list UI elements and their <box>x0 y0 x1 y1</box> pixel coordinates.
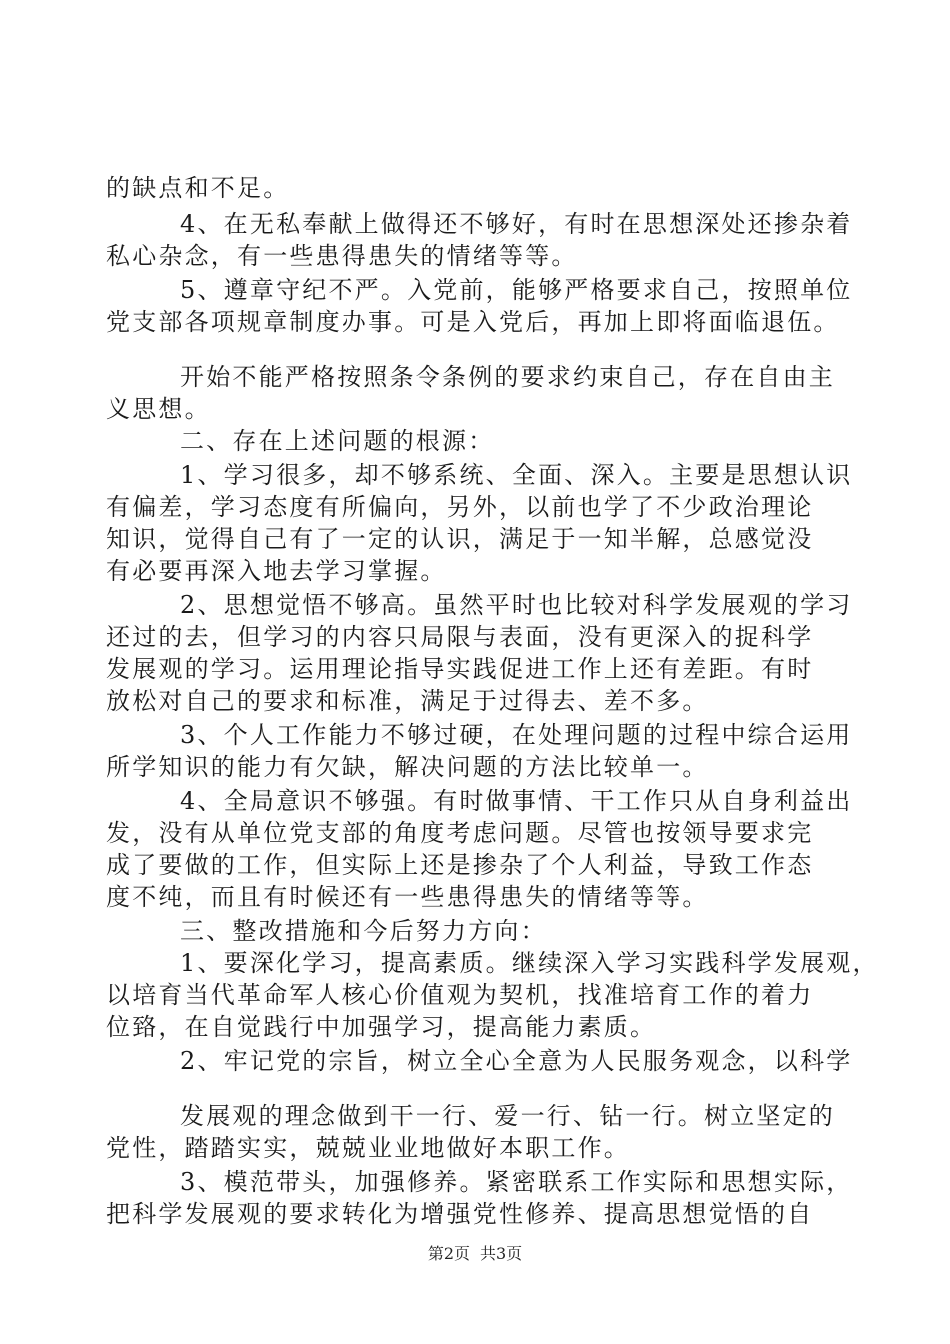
text-line: 成了要做的工作，但实际上还是掺杂了个人利益，导致工作态 <box>106 851 814 879</box>
text-line: 4、全局意识不够强。有时做事情、干工作只从自身利益出 <box>180 787 853 815</box>
text-line: 有必要再深入地去学习掌握。 <box>106 557 447 585</box>
text-line: 还过的去，但学习的内容只局限与表面，没有更深入的捉科学 <box>106 623 814 651</box>
text-line: 私心杂念，有一些患得患失的情绪等等。 <box>106 242 578 270</box>
text-line: 发展观的理念做到干一行、爱一行、钻一行。树立坚定的 <box>180 1102 835 1130</box>
text-line: 发展观的学习。运用理论指导实践促进工作上还有差距。有时 <box>106 655 814 683</box>
text-line: 1、要深化学习，提高素质。继续深入学习实践科学发展观， <box>180 949 879 977</box>
text-line: 度不纯，而且有时候还有一些患得患失的情绪等等。 <box>106 883 709 911</box>
text-line: 二、存在上述问题的根源： <box>180 427 495 455</box>
text-line: 党性，踏踏实实，兢兢业业地做好本职工作。 <box>106 1134 630 1162</box>
page-footer <box>0 1243 950 1265</box>
text-line: 5、遵章守纪不严。入党前，能够严格要求自己，按照单位 <box>180 276 853 304</box>
text-line: 位臵，在自觉践行中加强学习，提高能力素质。 <box>106 1013 657 1041</box>
text-line: 4、在无私奉献上做得还不够好，有时在思想深处还掺杂着 <box>180 210 853 238</box>
text-line: 三、整改措施和今后努力方向： <box>180 917 547 945</box>
text-line: 发，没有从单位党支部的角度考虑问题。尽管也按领导要求完 <box>106 819 814 847</box>
text-line: 把科学发展观的要求转化为增强党性修养、提高思想觉悟的自 <box>106 1200 814 1228</box>
text-line: 知识，觉得自己有了一定的认识，满足于一知半解，总感觉没 <box>106 525 814 553</box>
text-line: 有偏差，学习态度有所偏向，另外，以前也学了不少政治理论 <box>106 493 814 521</box>
text-line: 的缺点和不足。 <box>106 174 290 202</box>
text-line: 所学知识的能力有欠缺，解决问题的方法比较单一。 <box>106 753 709 781</box>
text-line: 1、学习很多，却不够系统、全面、深入。主要是思想认识 <box>180 461 853 489</box>
text-line: 2、牢记党的宗旨，树立全心全意为人民服务观念，以科学 <box>180 1047 853 1075</box>
text-line: 放松对自己的要求和标准，满足于过得去、差不多。 <box>106 687 709 715</box>
page-number: 第2页 <box>427 1244 470 1263</box>
text-line: 以培育当代革命军人核心价值观为契机，找准培育工作的着力 <box>106 981 814 1009</box>
text-line: 2、思想觉悟不够高。虽然平时也比较对科学发展观的学习 <box>180 591 853 619</box>
text-line: 开始不能严格按照条令条例的要求约束自己，存在自由主 <box>180 363 835 391</box>
text-line: 3、个人工作能力不够过硬，在处理问题的过程中综合运用 <box>180 721 853 749</box>
text-line: 3、模范带头，加强修养。紧密联系工作实际和思想实际， <box>180 1168 853 1196</box>
text-line: 义思想。 <box>106 395 211 423</box>
page-total: 共3页 <box>480 1244 523 1263</box>
text-line: 党支部各项规章制度办事。可是入党后，再加上即将面临退伍。 <box>106 308 840 336</box>
